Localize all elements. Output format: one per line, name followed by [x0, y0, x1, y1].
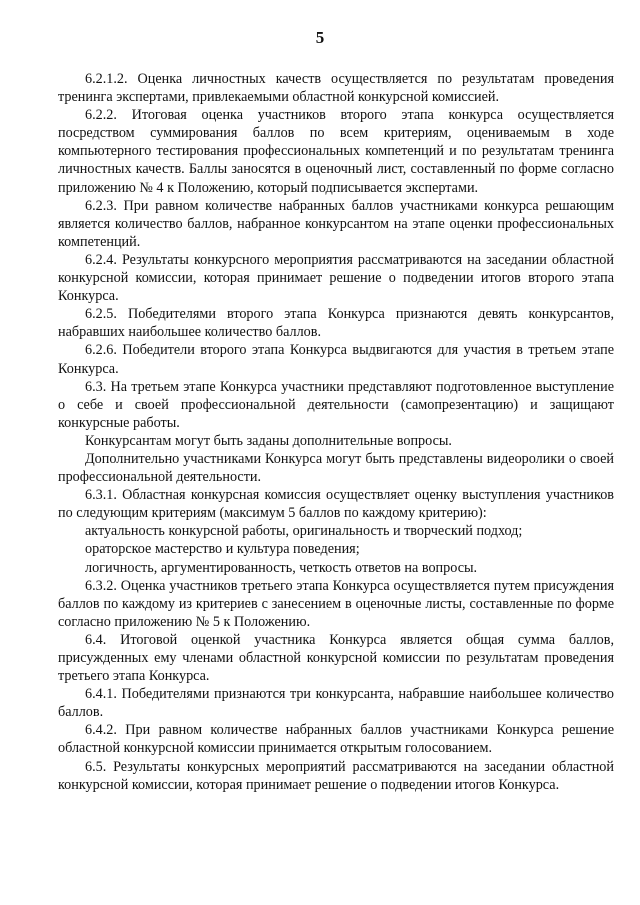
- paragraph-6-4: 6.4. Итоговой оценкой участника Конкурса является общая сумма баллов, присужденных ему членами областной конкурсной комиссии по результатам проведения третьего этапа Конкурса.: [58, 631, 614, 685]
- criterion-oratory: ораторское мастерство и культура поведения;: [85, 541, 360, 558]
- paragraph-6-4-1: 6.4.1. Победителями признаются три конкурсанта, набравшие наибольшее количество баллов.: [58, 686, 614, 721]
- paragraph-6-3-2: 6.3.2. Оценка участников третьего этапа Конкурса осуществляется путем присуждения баллов по каждому из критериев с занесением в оценочные листы, составленные по форме согласно приложению № 5 к Положению.: [58, 577, 614, 630]
- paragraph-6-2-4: 6.2.4. Результаты конкурсного мероприятия рассматриваются на заседании областной конкурсной комиссии, которая принимает решение о подведении итогов второго этапа Конкурса.: [58, 251, 614, 305]
- paragraph-6-3-1: 6.3.1. Областная конкурсная комиссия осуществляет оценку выступления участников по следующим критериям (максимум 5 баллов по каждому критерию):: [58, 487, 614, 522]
- paragraph-6-2-1-2: 6.2.1.2. Оценка личностных качеств осуществляется по результатам проведения тренинга экспертами, привлекаемыми областной конкурсной комиссией.: [58, 71, 614, 106]
- page-number: 5: [315, 28, 325, 47]
- paragraph-6-3: 6.3. На третьем этапе Конкурса участники представляют подготовленное выступление о себе и своей профессиональной деятельности (самопрезентацию) и защищают конкурсные работы.: [58, 378, 614, 431]
- criterion-logic: логичность, аргументированность, четкость ответов на вопросы.: [85, 559, 478, 576]
- paragraph-6-5: 6.5. Результаты конкурсных мероприятий рассматриваются на заседании областной конкурсной комиссии, которая принимает решение о подведении итогов Конкурса.: [58, 758, 614, 793]
- paragraph-6-2-3: 6.2.3. При равном количестве набранных баллов участниками конкурса решающим является количество баллов, набранное конкурсантом на этапе оценки профессиональных компетенций.: [58, 197, 614, 250]
- criterion-relevance: актуальность конкурсной работы, оригинальность и творческий подход;: [85, 523, 523, 540]
- paragraph-6-2-2: 6.2.2. Итоговая оценка участников второго этапа конкурса осуществляется посредством суммирования баллов по всем критериям, оцениваемым в ходе компьютерного тестирования профессиональных компетенций и по результатам тренинга личностных качеств. Баллы заносятся в оценочный лист, составленный по форме согласно приложению № 4 к Положению, который подписывается экспертами.: [58, 107, 614, 196]
- paragraph-6-2-6: 6.2.6. Победители второго этапа Конкурса выдвигаются для участия в третьем этапе Конкурса.: [58, 342, 614, 377]
- paragraph-videos: Дополнительно участниками Конкурса могут быть представлены видеоролики о своей профессиональной деятельности.: [58, 450, 614, 486]
- document-body: [58, 70, 614, 794]
- paragraph-6-4-2: 6.4.2. При равном количестве набранных баллов участниками Конкурса решение областной конкурсной комиссии принимается открытым голосованием.: [58, 722, 614, 757]
- paragraph-additional-questions: Конкурсантам могут быть заданы дополнительные вопросы.: [85, 432, 452, 449]
- paragraph-6-2-5: 6.2.5. Победителями второго этапа Конкурса признаются девять конкурсантов, набравших наибольшее количество баллов.: [58, 306, 614, 341]
